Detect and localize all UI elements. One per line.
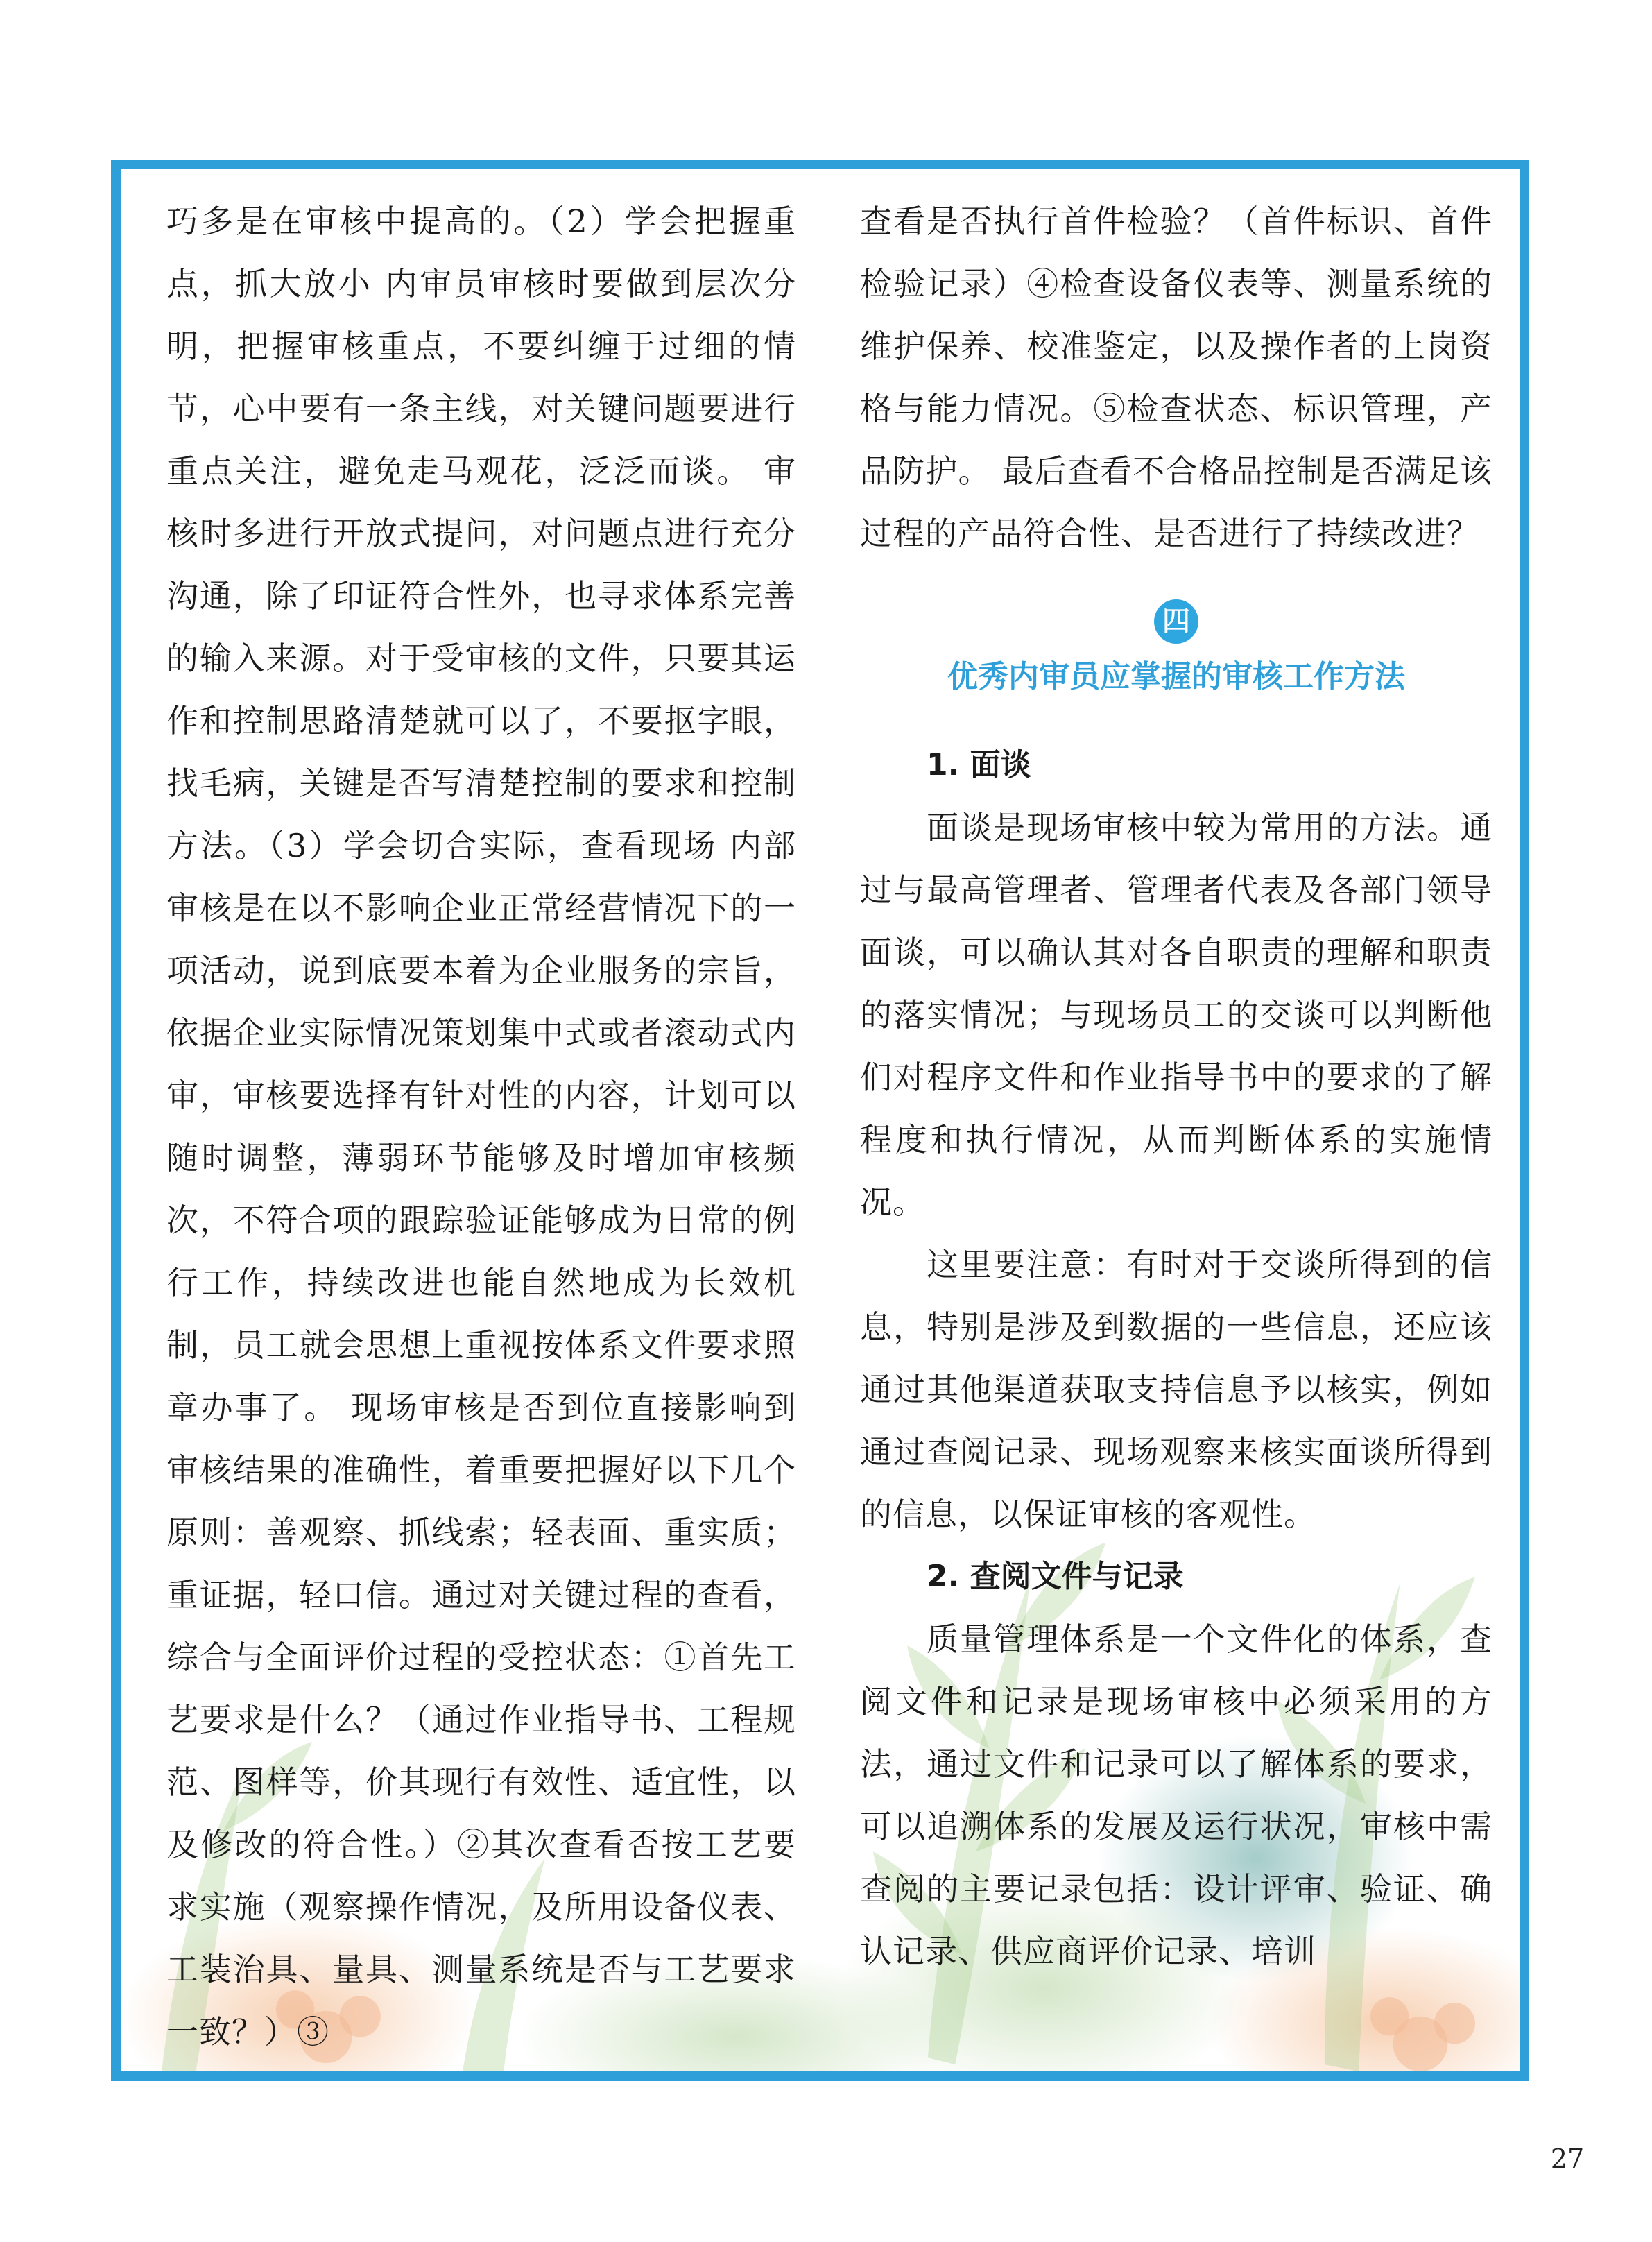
subsection-1-paragraph-1: 面谈是现场审核中较为常用的方法。通过与最高管理者、管理者代表及各部门领导面谈，可以确认其对各自职责的理解和职责的落实情况；与现场员工的交谈可以判断他们对程序文件和作业指导书中的要求的了解程度和执行情况，从而判断体系的实施情况。: [860, 809, 1492, 1221]
subsection-2-paragraph-1: 质量管理体系是一个文件化的体系，查阅文件和记录是现场审核中必须采用的方法，通过文件和记录可以了解体系的要求，可以追溯体系的发展及运行状况，审核中需查阅的主要记录包括：设计评审、验证、确认记录、供应商评价记录、培训: [860, 1620, 1492, 1970]
subsection-1-paragraph-2: 这里要注意：有时对于交谈所得到的信息，特别是涉及到数据的一些信息，还应该通过其他渠道获取支持信息予以核实，例如通过查阅记录、现场观察来核实面谈所得到的信息，以保证审核的客观性。: [860, 1246, 1492, 1533]
left-column: [166, 190, 796, 2063]
text-columns: [121, 169, 1520, 2071]
page-frame: [111, 160, 1529, 2081]
section-number-badge: 四: [1154, 599, 1198, 644]
right-continuation-paragraph: 查看是否执行首件检验？（首件标识、首件检验记录）④检查设备仪表等、测量系统的维护保养、校准鉴定，以及操作者的上岗资格与能力情况。⑤检查状态、标识管理，产品防护。 最后查看不合格品控制是否满足该过程的产品符合性、是否进行了持续改进？: [860, 203, 1492, 552]
section-title: 优秀内审员应掌握的审核工作方法: [947, 659, 1405, 694]
subsection-1-heading: 1. 面谈: [927, 747, 1031, 782]
left-column-paragraph: 巧多是在审核中提高的。（2）学会把握重点，抓大放小 内审员审核时要做到层次分明，把握审核重点，不要纠缠于过细的情节，心中要有一条主线，对关键问题要进行重点关注，避免走马观花，泛泛而谈。 审核时多进行开放式提问，对问题点进行充分沟通，除了印证符合性外，也寻求体系完善的输入来源。对于受审核的文件，只要其运作和控制思路清楚就可以了，不要抠字眼，找毛病，关键是否写清楚控制的要求和控制方法。（3）学会切合实际，查看现场 内部审核是在以不影响企业正常经营情况下的一项活动，说到底要本着为企业服务的宗旨，依据企业实际情况策划集中式或者滚动式内审，审核要选择有针对性的内容，计划可以随时调整，薄弱环节能够及时增加审核频次，不符合项的跟踪验证能够成为日常的例行工作，持续改进也能自然地成为长效机制，员工就会思想上重视按体系文件要求照章办事了。 现场审核是否到位直接影响到审核结果的准确性，着重要把握好以下几个原则：善观察、抓线索；轻表面、重实质；重证据，轻口信。通过对关键过程的查看，综合与全面评价过程的受控状态：①首先工艺要求是什么？（通过作业指导书、工程规范、图样等，价其现行有效性、适宜性，以及修改的符合性。）②其次查看否按工艺要求实施（观察操作情况，及所用设备仪表、工装治具、量具、测量系统是否与工艺要求一致？）③: [166, 203, 796, 2051]
right-column: [860, 190, 1492, 1983]
page-number: 27: [1550, 2143, 1585, 2174]
subsection-2-heading: 2. 查阅文件与记录: [927, 1559, 1184, 1594]
